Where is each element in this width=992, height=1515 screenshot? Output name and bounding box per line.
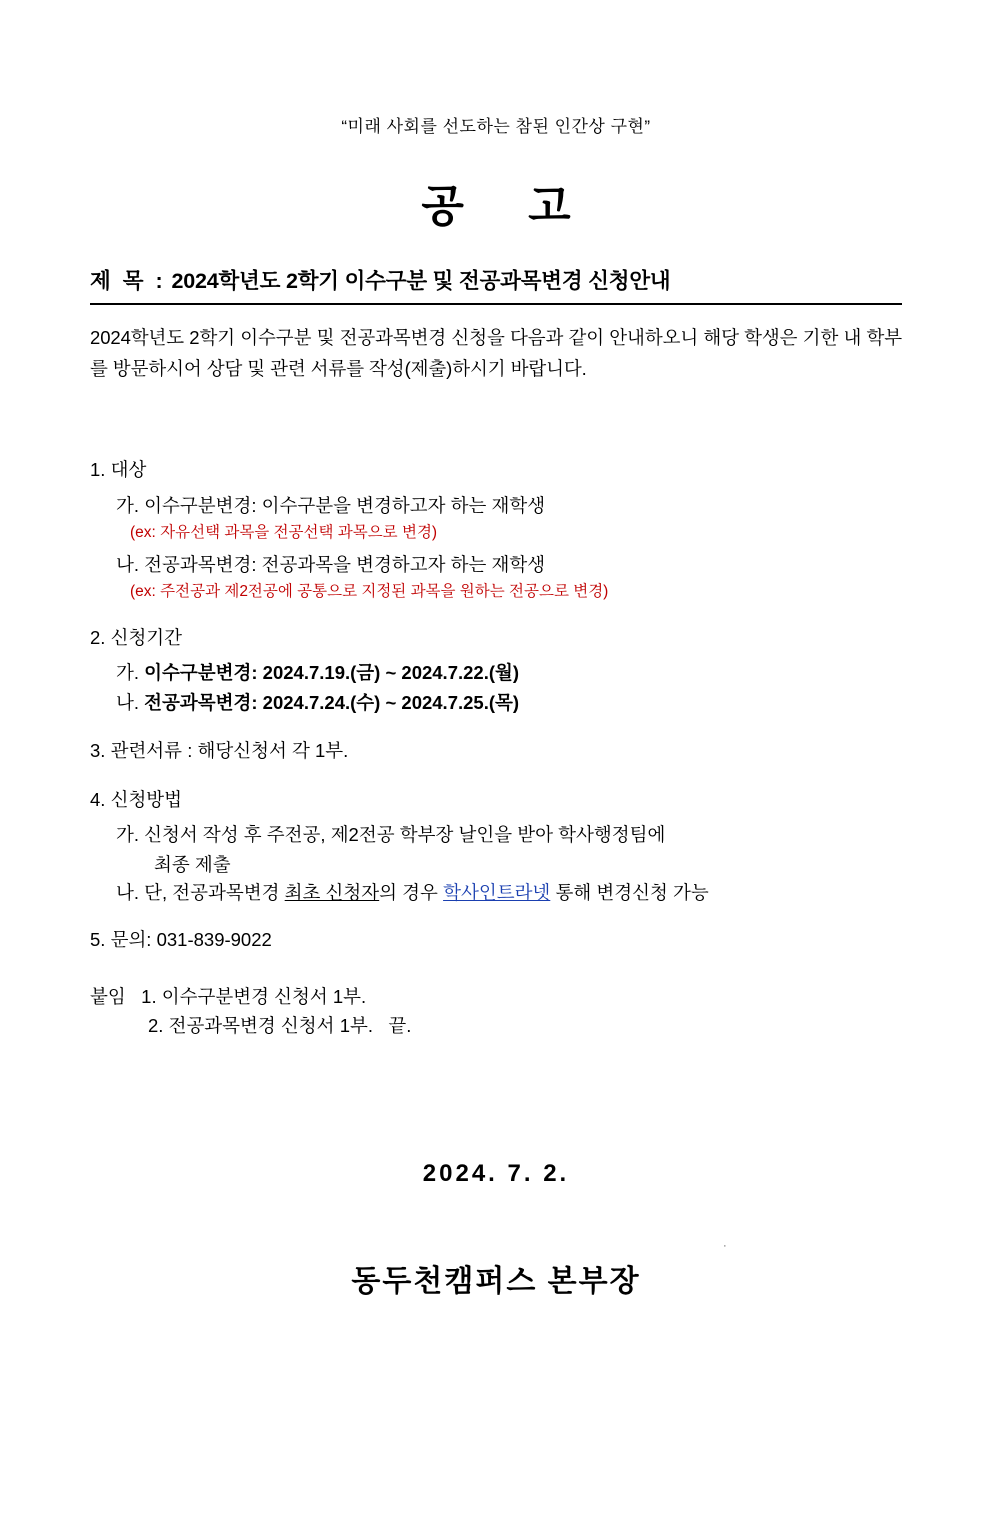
subject-label: 제 목 : bbox=[90, 269, 166, 293]
section-2-item-a bbox=[90, 659, 902, 687]
attachments-row-2 bbox=[90, 1012, 902, 1041]
section-4-item-a-line2: 최종 제출 bbox=[154, 853, 231, 875]
subject-text: 2024학년도 2학기 이수구분 및 전공과목변경 신청안내 bbox=[171, 269, 671, 293]
body-content bbox=[90, 456, 902, 1040]
subject-line bbox=[90, 264, 902, 305]
issue-date: 2024. 7. 2. bbox=[422, 1160, 570, 1188]
section-1-item-b-example: (ex: 주전공과 제2전공에 공통으로 지정된 과목을 원하는 전공으로 변경) bbox=[130, 583, 609, 601]
section-1-item-a: 가. 이수구분변경: 이수구분을 변경하고자 하는 재학생 bbox=[116, 494, 546, 516]
section-4-item-b bbox=[90, 879, 902, 907]
section-4-item-a-line1: 가. 신청서 작성 후 주전공, 제2전공 학부장 날인을 받아 학사행정팀에 bbox=[116, 824, 666, 846]
end-mark: 끝. bbox=[388, 1014, 412, 1036]
attachments-label: 붙임 bbox=[90, 986, 126, 1008]
intro-paragraph: 2024학년도 2학기 이수구분 및 전공과목변경 신청을 다음과 같이 안내하오니 해당 학생은 기한 내 학부를 방문하시어 상담 및 관련 서류를 작성(제출)하시기 바랍니다. bbox=[90, 327, 902, 379]
document-page bbox=[0, 112, 992, 1515]
section-1-item-b: 나. 전공과목변경: 전공과목을 변경하고자 하는 재학생 bbox=[116, 553, 546, 575]
section-4-title: 4. 신청방법 bbox=[90, 788, 183, 810]
stray-mark: · bbox=[723, 1240, 727, 1252]
section-4-intranet-link[interactable]: 학사인트라넷 bbox=[443, 881, 551, 903]
section-4-item-b-mid: 의 경우 bbox=[379, 881, 444, 903]
section-4-item-b-post: 통해 변경신청 가능 bbox=[550, 881, 709, 903]
section-2-title: 2. 신청기간 bbox=[90, 626, 183, 648]
section-4-item-b-pre: 나. 단, 전공과목변경 bbox=[116, 881, 285, 903]
section-2-item-a-prefix: 가. bbox=[116, 662, 145, 684]
section-1-title: 1. 대상 bbox=[90, 459, 147, 481]
section-5-title: 5. 문의: 031-839-9022 bbox=[90, 929, 272, 951]
school-motto: “미래 사회를 선도하는 참된 인간상 구현” bbox=[341, 117, 651, 136]
section-1-item-a-example: (ex: 자유선택 과목을 전공선택 과목으로 변경) bbox=[130, 524, 438, 542]
attachments-row-1 bbox=[90, 983, 902, 1012]
section-2-item-a-text: 이수구분변경: 2024.7.19.(금) ~ 2024.7.22.(월) bbox=[144, 662, 520, 684]
attachments-block bbox=[90, 983, 902, 1040]
section-2-item-b bbox=[90, 689, 902, 717]
section-4-first-applicant-link[interactable]: 최초 신청자 bbox=[284, 881, 380, 903]
attachment-item-1: 1. 이수구분변경 신청서 1부. bbox=[141, 986, 367, 1008]
section-2-item-b-text: 전공과목변경: 2024.7.24.(수) ~ 2024.7.25.(목) bbox=[144, 692, 520, 714]
section-3-title: 3. 관련서류 : 해당신청서 각 1부. bbox=[90, 739, 349, 761]
section-2-item-b-prefix: 나. bbox=[116, 692, 145, 714]
document-title: 공 고 bbox=[421, 182, 597, 231]
signer-title: 동두천캠퍼스 본부장 bbox=[351, 1265, 641, 1299]
attachment-item-2: 2. 전공과목변경 신청서 1부. bbox=[148, 1014, 373, 1036]
